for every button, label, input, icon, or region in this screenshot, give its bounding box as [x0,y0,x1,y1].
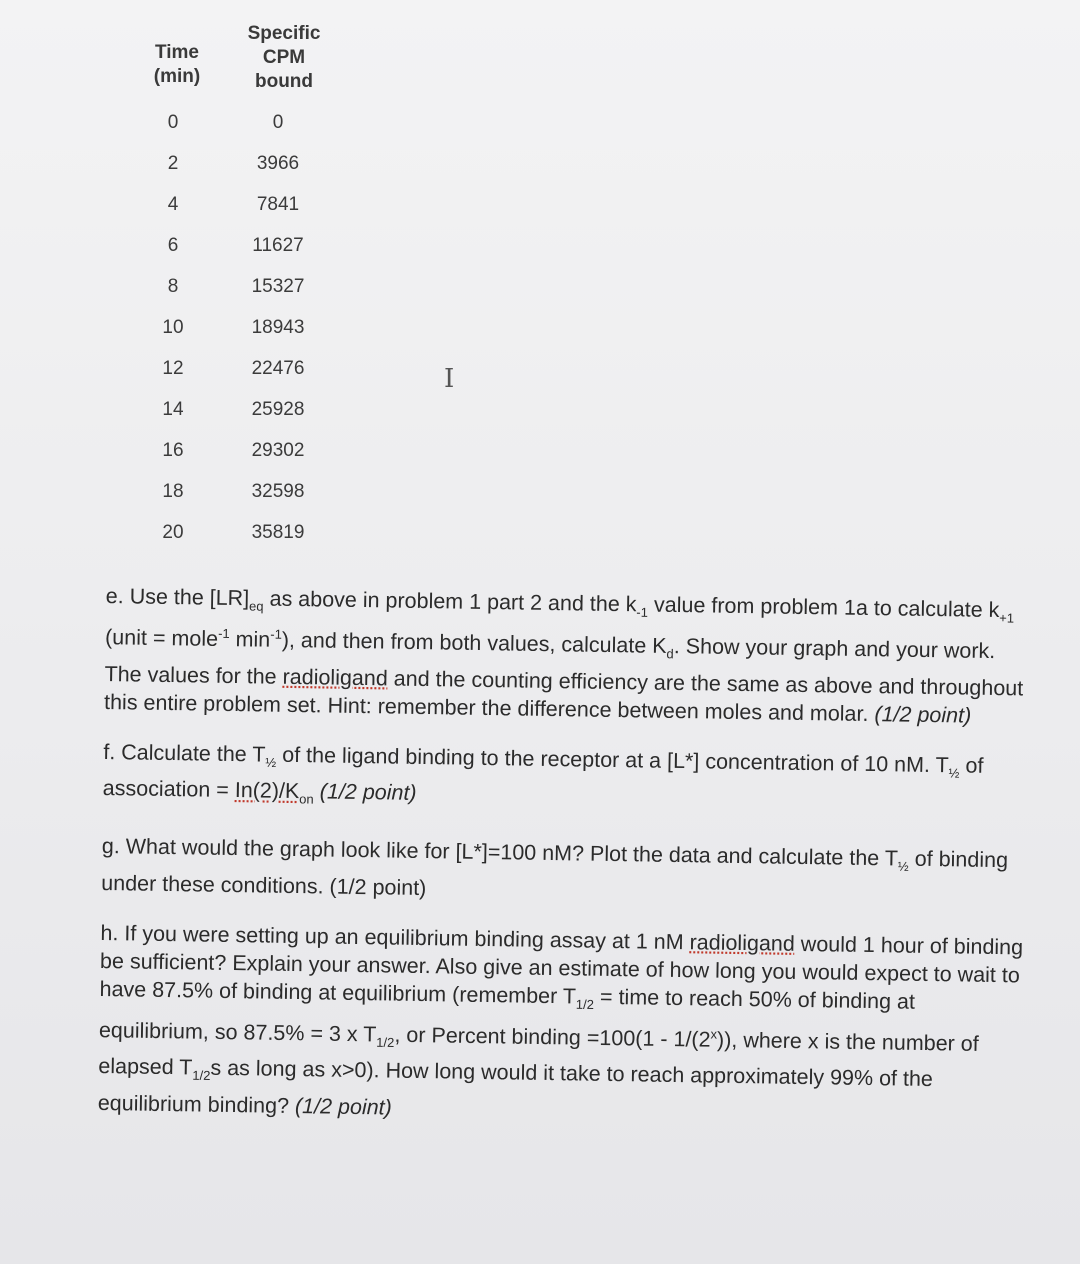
cpm-cell: 32598 [251,481,305,502]
time-cell: 20 [162,522,184,543]
cpm-cell: 18943 [251,317,305,338]
time-cell: 6 [167,235,179,256]
cpm-cell: 22476 [251,358,305,379]
text-cursor-icon: I [444,364,455,394]
cpm-column-header [232,22,336,94]
time-header-line-2: (min) [153,66,201,87]
cpm-cell: 25928 [251,399,305,420]
time-cell: 0 [167,112,179,133]
cpm-cell: 3966 [256,153,300,174]
spellcheck-word: radioligand [282,664,388,691]
time-column-header [138,41,216,89]
cpm-column [232,106,324,557]
question-e: e. Use the $[LR]_{eq}$ as above in problem 1 part 2 and the $k_{-1}$ value from problem 1a to calculate $k_{+1}$ (unit = mole$^{-1}$ $\min^{-1}$), and then from both values, calculate $K_d$. Show your graph and your work. The values for the radioligand and the counting efficiency are the same as above and throughout this entire problem set. Hint: remember the difference between moles and molar. (1/2 point) [103,583,1024,728]
cpm-cell: 35819 [251,522,305,543]
time-column [140,106,206,557]
spellcheck-word: $In(2)/K_{on}$ [234,778,314,807]
question-f: f. Calculate the $T_{\frac{1}{2}}$ of the ligand binding to the receptor at a [L*] concentration of 10 nM. $T_{\frac{1}{2}}$ of association = $In(2)/K_{on}$ (1/2 point) [102,739,984,807]
spellcheck-word: radioligand [689,929,796,956]
question-h: h. If you were setting up an equilibrium binding assay at 1 nM radioligand would 1 hour of binding be sufficient? Explain your answer. Also give an estimate of how long you would expect to wait to have 87.5% of binding at equilibrium (remember $T_{1/2}$ = time to reach 50% of binding at equilibrium, so 87.5% = 3 x $T_{1/2}$, or Percent binding =100(1 - 1/(2$^x$)), where x is the number of elapsed $T_{1/2}s$ as long as x>0). How long would it take to reach approximately 99% of the equilibrium binding? (1/2 point) [97,920,1024,1120]
points-label: (1/2 point) [313,779,417,805]
time-cell: 16 [162,440,184,461]
question-list [97,582,1034,1153]
cpm-header-line-2: CPM [262,47,306,68]
time-cell: 14 [162,399,184,420]
time-cell: 4 [167,194,179,215]
time-cell: 18 [162,481,184,502]
cpm-cell: 11627 [252,235,304,256]
question-g: g. What would the graph look like for [L*]=100 nM? Plot the data and calculate the $T_{\frac{1}{2}}$ of binding under these conditions. (1/2 point) [101,834,1009,900]
time-cell: 10 [162,317,184,338]
time-header-line-1: Time [154,42,199,63]
cpm-cell: 29302 [251,440,305,461]
points-label: (1/2 point) [874,701,972,728]
time-cell: 12 [162,358,184,379]
time-cell: 8 [167,276,179,297]
cpm-header-line-3: bound [254,71,314,92]
points-label: (1/2 point) [294,1093,393,1120]
cpm-cell: 0 [272,112,284,133]
cpm-header-line-1: Specific [247,23,321,44]
cpm-cell: 15327 [251,276,305,297]
time-cell: 2 [167,153,179,174]
cpm-cell: 7841 [256,194,300,215]
